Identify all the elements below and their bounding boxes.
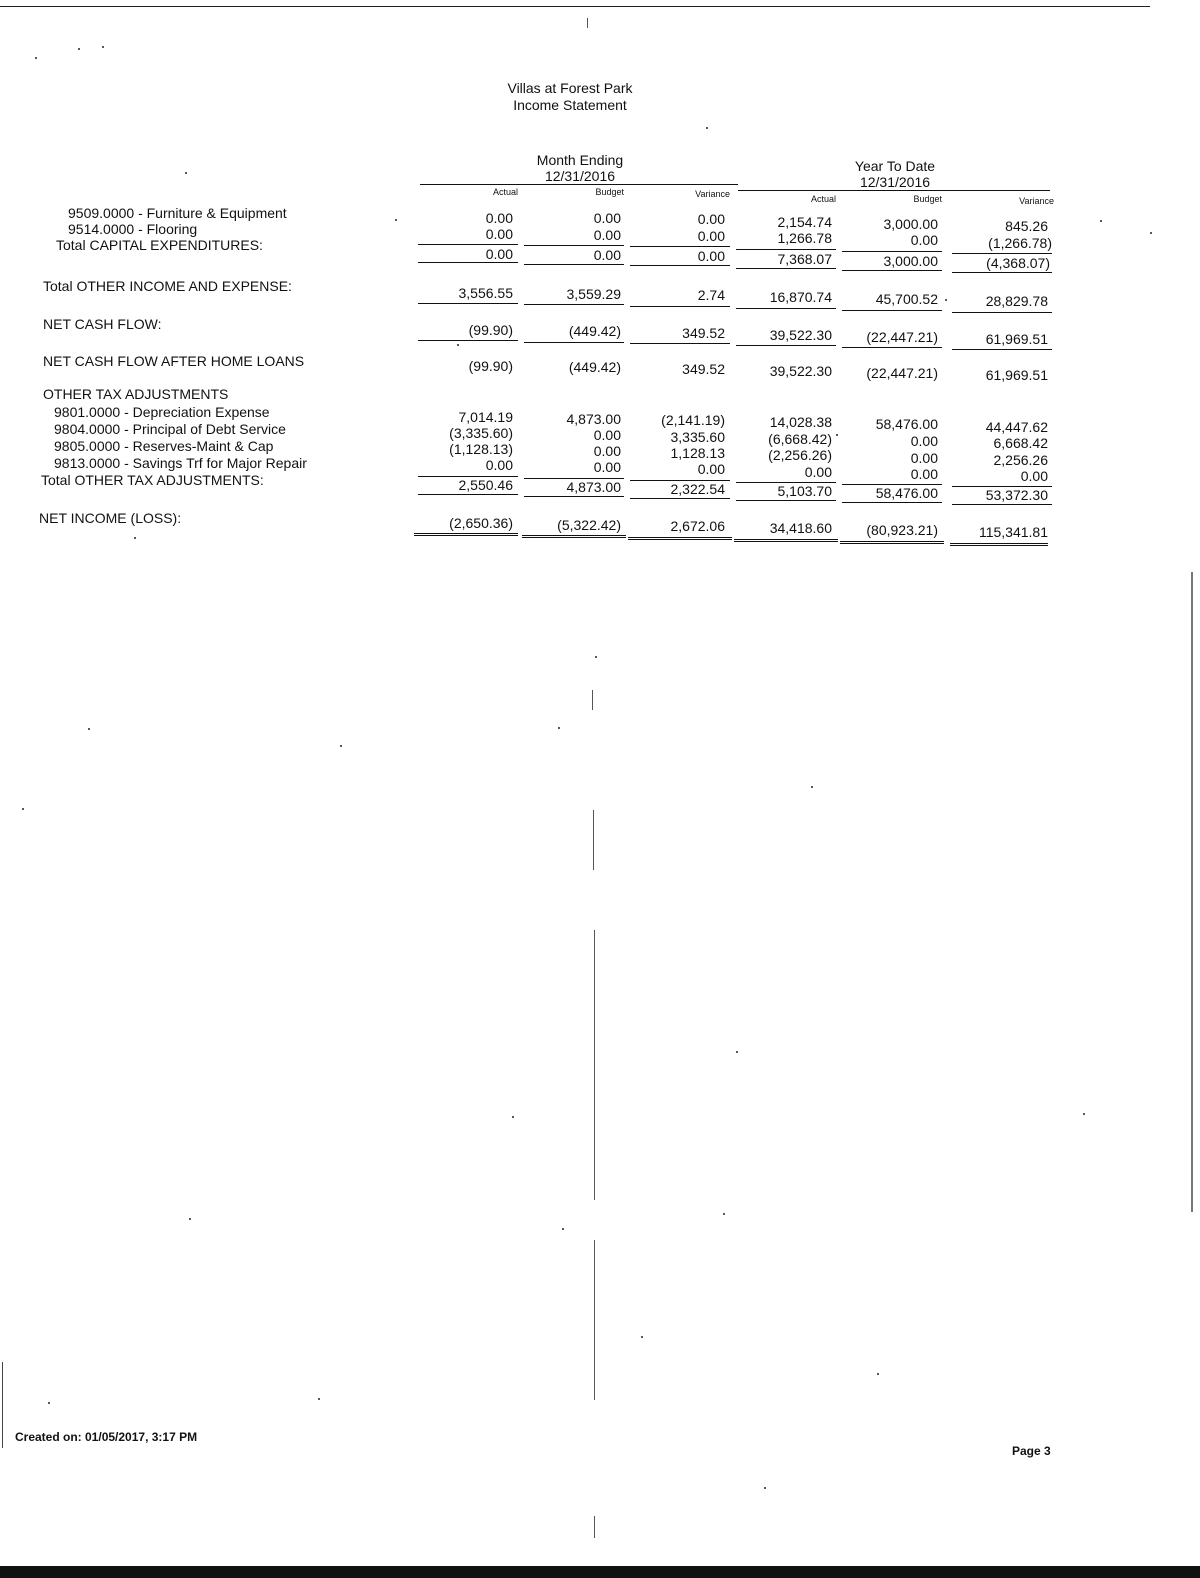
cell-res-actual-ytd: (2,256.26) bbox=[768, 447, 832, 463]
cell-flooring-budget-ytd: 0.00 bbox=[910, 232, 938, 248]
rule bbox=[524, 496, 624, 497]
scan-mark bbox=[587, 18, 588, 28]
row-label-total-capex: Total CAPITAL EXPENDITURES: bbox=[56, 237, 263, 253]
double-rule bbox=[950, 543, 1048, 546]
rule bbox=[524, 245, 624, 246]
rule bbox=[418, 244, 518, 245]
scan-right-edge bbox=[1191, 572, 1193, 1212]
cell-other-ie-variance-month: 2.74 bbox=[697, 287, 725, 303]
cell-furniture-actual-ytd: 2,154.74 bbox=[777, 214, 832, 230]
row-label-other-tax-heading: OTHER TAX ADJUSTMENTS bbox=[43, 386, 229, 402]
cell-ni-actual-month: (2,650.36) bbox=[449, 515, 513, 531]
rule bbox=[736, 345, 836, 346]
cell-sav-variance-ytd: 0.00 bbox=[1020, 468, 1048, 484]
rule bbox=[736, 500, 836, 501]
scan-speck bbox=[22, 808, 24, 810]
page-number: Page 3 bbox=[1012, 1444, 1051, 1458]
cell-total-capex-variance-month: 0.00 bbox=[697, 248, 725, 264]
ytd-date: 12/31/2016 bbox=[859, 174, 931, 190]
rule bbox=[736, 249, 836, 250]
cell-dep-variance-month: (2,141.19) bbox=[661, 412, 725, 428]
cell-other-ie-budget-ytd: 45,700.52 bbox=[875, 291, 938, 307]
scan-speck bbox=[764, 1487, 766, 1489]
scan-mark bbox=[594, 930, 595, 1200]
cell-other-ie-actual-ytd: 16,870.74 bbox=[769, 289, 832, 305]
scan-mark bbox=[594, 1516, 595, 1538]
ytd-heading: Year To Date bbox=[854, 158, 936, 174]
rule bbox=[524, 264, 624, 265]
rule bbox=[842, 251, 942, 252]
rule bbox=[736, 268, 836, 269]
col-actual-ytd: Actual bbox=[810, 194, 836, 204]
cell-sav-variance-month: 0.00 bbox=[697, 461, 725, 477]
scan-mark bbox=[593, 810, 594, 870]
cell-flooring-budget-month: 0.00 bbox=[593, 227, 621, 243]
cell-ncf-actual-ytd: 39,522.30 bbox=[769, 327, 832, 343]
month-ending-heading: Month Ending bbox=[536, 152, 624, 168]
scan-speck bbox=[457, 344, 459, 346]
cell-total-capex-budget-ytd: 3,000.00 bbox=[883, 253, 938, 269]
scan-speck bbox=[512, 1116, 514, 1118]
cell-ncf-actual-month: (99.90) bbox=[468, 322, 513, 338]
scan-speck bbox=[562, 1228, 564, 1230]
scan-speck bbox=[134, 537, 136, 539]
col-variance-ytd: Variance bbox=[1019, 196, 1054, 206]
scan-speck bbox=[736, 1051, 738, 1053]
cell-dep-variance-ytd: 44,447.62 bbox=[985, 419, 1048, 435]
cell-tot-tax-budget-month: 4,873.00 bbox=[566, 479, 621, 495]
cell-tot-tax-budget-ytd: 58,476.00 bbox=[875, 485, 938, 501]
scan-bottom-edge bbox=[0, 1566, 1200, 1578]
cell-prin-budget-month: 0.00 bbox=[593, 427, 621, 443]
cell-flooring-variance-month: 0.00 bbox=[697, 228, 725, 244]
rule bbox=[952, 349, 1052, 350]
cell-prin-budget-ytd: 0.00 bbox=[910, 433, 938, 449]
cell-sav-actual-ytd: 0.00 bbox=[804, 464, 832, 480]
rule bbox=[630, 246, 730, 247]
scan-speck bbox=[78, 48, 80, 50]
rule bbox=[630, 265, 730, 266]
scan-speck bbox=[811, 786, 813, 788]
cell-dep-actual-ytd: 14,028.38 bbox=[769, 414, 832, 430]
scan-left-mark bbox=[2, 1362, 3, 1448]
scan-speck bbox=[102, 46, 104, 48]
cell-tot-tax-actual-ytd: 5,103.70 bbox=[777, 483, 832, 499]
cell-tot-tax-actual-month: 2,550.46 bbox=[458, 477, 513, 493]
cell-sav-budget-ytd: 0.00 bbox=[910, 466, 938, 482]
cell-furniture-variance-month: 0.00 bbox=[697, 211, 725, 227]
row-label-principal: 9804.0000 - Principal of Debt Service bbox=[54, 421, 286, 437]
cell-furniture-budget-month: 0.00 bbox=[593, 210, 621, 226]
scan-speck bbox=[595, 656, 597, 658]
month-header-rule bbox=[420, 184, 738, 185]
cell-ni-budget-month: (5,322.42) bbox=[557, 517, 621, 533]
scan-speck bbox=[48, 1402, 50, 1404]
rule bbox=[952, 312, 1052, 313]
cell-total-capex-actual-ytd: 7,368.07 bbox=[777, 251, 832, 267]
row-label-net-income: NET INCOME (LOSS): bbox=[39, 510, 182, 526]
cell-res-variance-month: 1,128.13 bbox=[670, 445, 725, 461]
scan-speck bbox=[340, 745, 342, 747]
rule bbox=[952, 253, 1052, 254]
rule bbox=[418, 494, 518, 495]
row-label-total-other-tax: Total OTHER TAX ADJUSTMENTS: bbox=[41, 472, 264, 488]
cell-flooring-actual-month: 0.00 bbox=[485, 226, 513, 242]
cell-ncf-variance-ytd: 61,969.51 bbox=[985, 331, 1048, 347]
cell-res-variance-ytd: 2,256.26 bbox=[993, 452, 1048, 468]
cell-ncf-loans-actual-month: (99.90) bbox=[468, 358, 513, 374]
scan-speck bbox=[185, 172, 187, 174]
cell-prin-actual-ytd: (6,668.42) bbox=[768, 431, 832, 447]
rule bbox=[952, 504, 1052, 505]
cell-other-ie-variance-ytd: 28,829.78 bbox=[985, 293, 1048, 309]
rule bbox=[418, 340, 518, 341]
cell-other-ie-budget-month: 3,559.29 bbox=[566, 286, 621, 302]
cell-prin-variance-ytd: 6,668.42 bbox=[993, 435, 1048, 451]
scan-speck bbox=[558, 727, 560, 729]
scan-speck bbox=[88, 728, 90, 730]
rule bbox=[524, 304, 624, 305]
cell-ncf-budget-ytd: (22,447.21) bbox=[866, 329, 938, 345]
double-rule bbox=[414, 533, 518, 536]
scan-mark bbox=[592, 690, 593, 710]
scan-speck bbox=[1100, 220, 1102, 222]
rule bbox=[736, 308, 836, 309]
cell-other-ie-actual-month: 3,556.55 bbox=[458, 285, 513, 301]
rule bbox=[418, 262, 518, 263]
scan-speck bbox=[836, 434, 838, 436]
cell-ni-budget-ytd: (80,923.21) bbox=[866, 522, 938, 538]
cell-ncf-budget-month: (449.42) bbox=[568, 323, 621, 339]
scan-speck bbox=[318, 1398, 320, 1400]
scan-speck bbox=[35, 57, 37, 59]
col-budget-ytd: Budget bbox=[913, 194, 942, 204]
rule bbox=[630, 343, 730, 344]
cell-ncf-loans-variance-month: 349.52 bbox=[682, 361, 725, 377]
cell-prin-variance-month: 3,335.60 bbox=[670, 429, 725, 445]
created-on: Created on: 01/05/2017, 3:17 PM bbox=[15, 1430, 198, 1444]
col-actual-month: Actual bbox=[492, 187, 518, 197]
month-ending-date: 12/31/2016 bbox=[544, 168, 616, 184]
scan-speck bbox=[1150, 232, 1152, 234]
rule bbox=[630, 306, 730, 307]
cell-total-capex-actual-month: 0.00 bbox=[485, 246, 513, 262]
double-rule bbox=[522, 535, 626, 538]
cell-flooring-actual-ytd: 1,266.78 bbox=[777, 230, 832, 246]
cell-furniture-variance-ytd: 845.26 bbox=[1005, 218, 1048, 234]
double-rule bbox=[840, 541, 944, 544]
cell-furniture-actual-month: 0.00 bbox=[485, 210, 513, 226]
cell-total-capex-variance-ytd: (4,368.07) bbox=[986, 255, 1050, 271]
double-rule bbox=[628, 537, 732, 540]
cell-sav-actual-month: 0.00 bbox=[485, 457, 513, 473]
report-title: Income Statement bbox=[513, 97, 627, 113]
cell-total-capex-budget-month: 0.00 bbox=[593, 247, 621, 263]
cell-tot-tax-variance-ytd: 53,372.30 bbox=[985, 487, 1048, 503]
cell-ni-variance-month: 2,672.06 bbox=[670, 518, 725, 534]
cell-ncf-loans-budget-month: (449.42) bbox=[568, 359, 621, 375]
scan-speck bbox=[1083, 1113, 1085, 1115]
cell-dep-budget-ytd: 58,476.00 bbox=[875, 416, 938, 432]
row-label-reserves: 9805.0000 - Reserves-Maint & Cap bbox=[54, 438, 274, 454]
row-label-total-other-ie: Total OTHER INCOME AND EXPENSE: bbox=[43, 278, 292, 294]
scan-speck bbox=[706, 127, 708, 129]
scan-speck bbox=[723, 1213, 725, 1215]
rule bbox=[842, 502, 942, 503]
cell-res-actual-month: (1,128.13) bbox=[449, 441, 513, 457]
cell-ni-actual-ytd: 34,418.60 bbox=[769, 520, 832, 536]
cell-ncf-loans-actual-ytd: 39,522.30 bbox=[769, 363, 832, 379]
scan-speck bbox=[395, 219, 397, 221]
rule bbox=[842, 270, 942, 271]
col-budget-month: Budget bbox=[595, 187, 624, 197]
row-label-depreciation: 9801.0000 - Depreciation Expense bbox=[54, 404, 270, 420]
row-label-flooring: 9514.0000 - Flooring bbox=[68, 221, 198, 237]
cell-dep-actual-month: 7,014.19 bbox=[458, 409, 513, 425]
rule bbox=[952, 272, 1052, 273]
rule bbox=[524, 342, 624, 343]
row-label-ncf-after-loans: NET CASH FLOW AFTER HOME LOANS bbox=[43, 353, 305, 369]
scan-speck bbox=[641, 1336, 643, 1338]
rule bbox=[630, 498, 730, 499]
scan-mark bbox=[594, 1240, 595, 1400]
company-name: Villas at Forest Park bbox=[507, 80, 633, 96]
cell-ncf-loans-variance-ytd: 61,969.51 bbox=[985, 367, 1048, 383]
scan-top-line bbox=[0, 6, 1150, 7]
row-label-savings: 9813.0000 - Savings Trf for Major Repair bbox=[54, 455, 307, 471]
rule bbox=[418, 303, 518, 304]
cell-res-budget-ytd: 0.00 bbox=[910, 450, 938, 466]
rule bbox=[842, 347, 942, 348]
row-label-net-cash-flow: NET CASH FLOW: bbox=[43, 316, 162, 332]
scan-speck bbox=[945, 299, 947, 301]
cell-res-budget-month: 0.00 bbox=[593, 443, 621, 459]
cell-furniture-budget-ytd: 3,000.00 bbox=[883, 216, 938, 232]
scan-speck bbox=[189, 1218, 191, 1220]
cell-sav-budget-month: 0.00 bbox=[593, 459, 621, 475]
scan-speck bbox=[877, 1373, 879, 1375]
cell-flooring-variance-ytd: (1,266.78) bbox=[988, 235, 1052, 251]
cell-dep-budget-month: 4,873.00 bbox=[566, 411, 621, 427]
ytd-header-rule bbox=[738, 190, 1050, 191]
row-label-furniture: 9509.0000 - Furniture & Equipment bbox=[68, 205, 287, 221]
cell-ncf-loans-budget-ytd: (22,447.21) bbox=[866, 365, 938, 381]
rule bbox=[842, 310, 942, 311]
cell-ni-variance-ytd: 115,341.81 bbox=[978, 524, 1048, 540]
cell-ncf-variance-month: 349.52 bbox=[682, 325, 725, 341]
cell-tot-tax-variance-month: 2,322.54 bbox=[670, 481, 725, 497]
cell-prin-actual-month: (3,335.60) bbox=[449, 425, 513, 441]
double-rule bbox=[734, 539, 838, 542]
col-variance-month: Variance bbox=[695, 189, 730, 199]
